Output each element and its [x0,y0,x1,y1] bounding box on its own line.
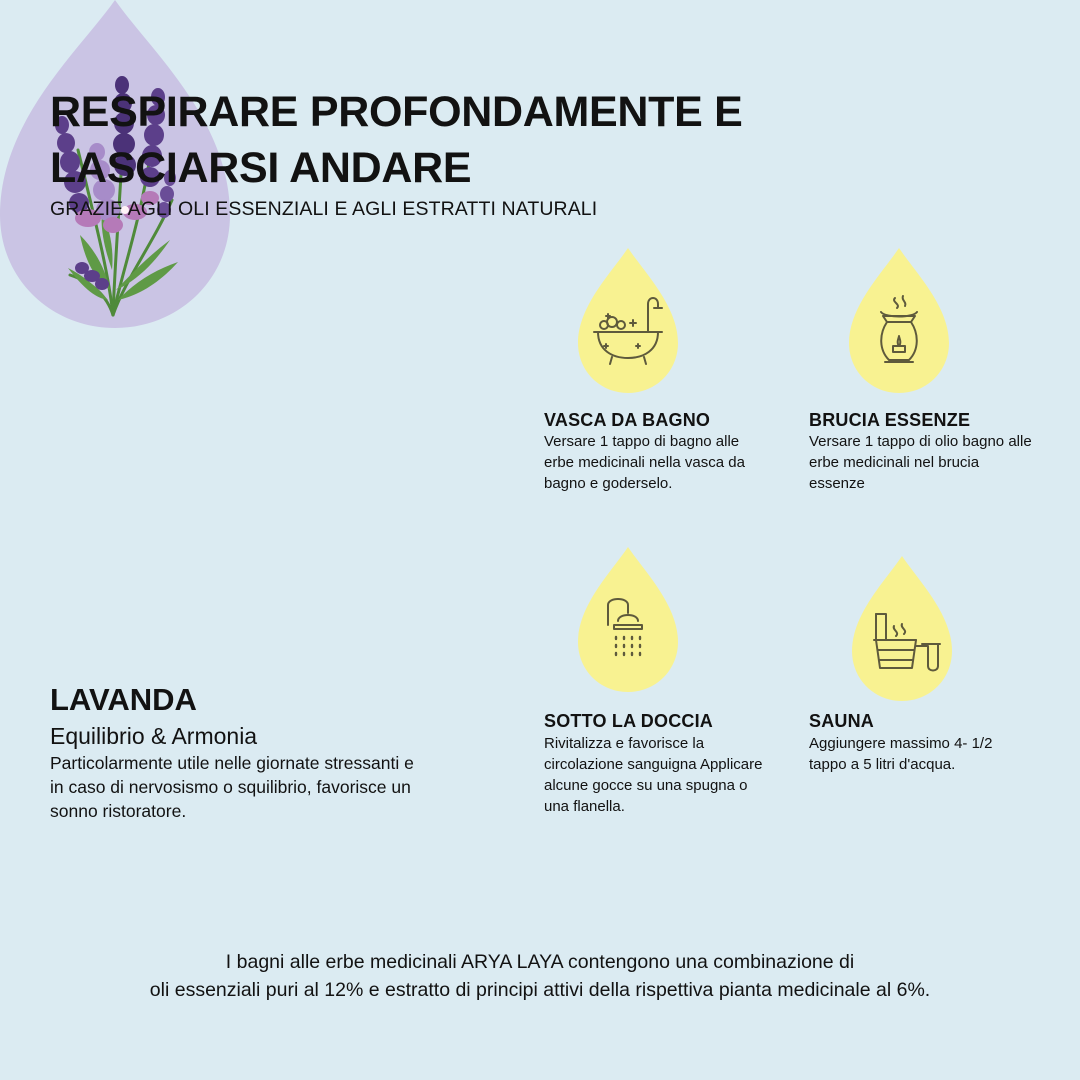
yellow-drop-burner [849,248,949,393]
page-title [50,84,810,196]
footer-note [0,948,1080,1004]
yellow-drop-shower [578,547,678,692]
title-line-1: RESPIRARE PROFONDAMENTE E [50,88,743,136]
title-line-2: LASCIARSI ANDARE [50,144,472,192]
use-title-shower: SOTTO LA DOCCIA [544,711,713,731]
use-text-burner: Versare 1 tappo di olio bagno alle erbe medicinali nel brucia essenze [809,433,1032,492]
page-subtitle: GRAZIE AGLI OLI ESSENZIALI E AGLI ESTRATTI NATURALI [50,198,598,220]
use-title-burner: BRUCIA ESSENZE [809,410,971,430]
use-text-bath: Versare 1 tappo di bagno alle erbe medicinali nella vasca da bagno e goderselo. [544,433,745,492]
use-text-sauna: Aggiungere massimo 4- 1/2 tappo a 5 litri d'acqua. [809,735,993,773]
yellow-drop-bathtub [578,248,678,393]
use-title-sauna: SAUNA [809,711,875,731]
product-tagline: Equilibrio & Armonia [50,723,258,749]
product-name: LAVANDA [50,682,197,717]
footer-line-2: oli essenziali puri al 12% e estratto di principi attivi della rispettiva pianta medicinale al 6%. [149,979,931,1001]
use-title-bath: VASCA DA BAGNO [544,410,711,430]
footer-line-1: I bagni alle erbe medicinali ARYA LAYA contengono una combinazione di [225,951,855,973]
yellow-drop-sauna [852,556,952,701]
use-text-shower: Rivitalizza e favorisce la circolazione sanguigna Applicare alcune gocce su una spugna o una flanella. [544,735,763,815]
product-description: Particolarmente utile nelle giornate stressanti e in caso di nervosismo o squilibrio, favorisce un sonno ristoratore. [50,753,414,821]
